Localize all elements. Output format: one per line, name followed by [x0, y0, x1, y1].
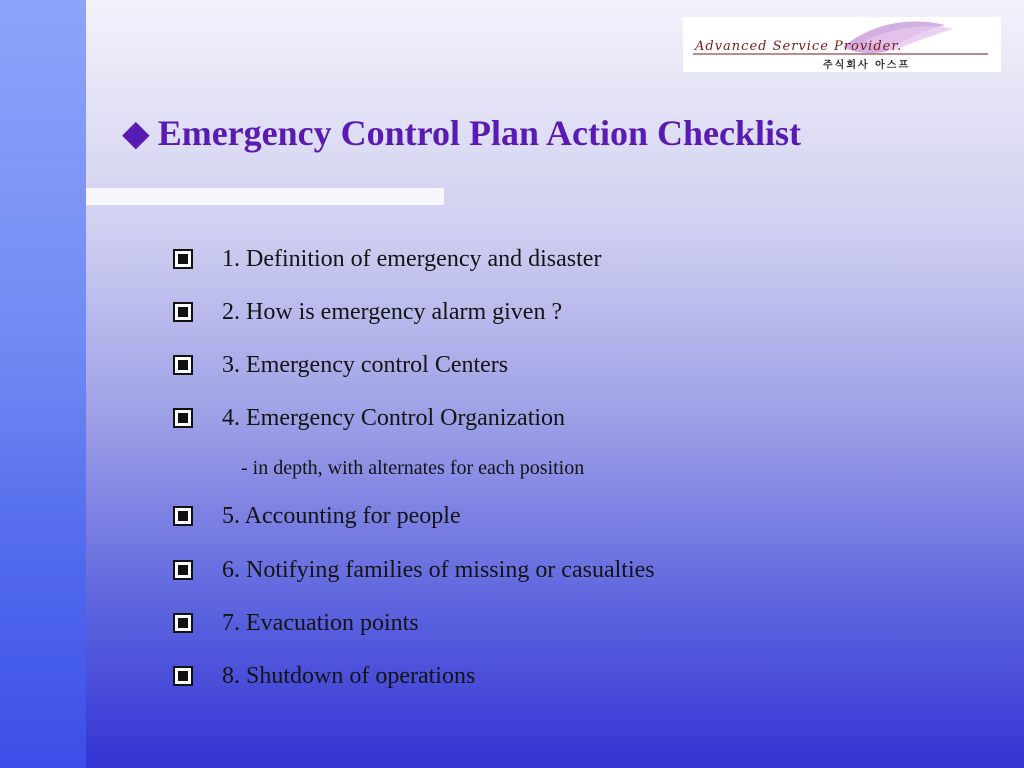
list-item-text: 8. Shutdown of operations	[222, 663, 476, 689]
list-item-text: 4. Emergency Control Organization	[222, 405, 566, 431]
diamond-icon: ◆	[122, 113, 150, 153]
square-bullet-icon	[173, 666, 193, 686]
page-title-text: Emergency Control Plan Action Checklist	[157, 113, 801, 153]
square-bullet-icon	[173, 302, 193, 322]
list-item-text: 3. Emergency control Centers	[222, 352, 509, 378]
square-bullet-icon	[173, 249, 193, 269]
square-bullet-icon	[173, 613, 193, 633]
sub-item-text: - in depth, with alternates for each position	[241, 457, 585, 479]
list-item-text: 6. Notifying families of missing or casualties	[222, 557, 655, 583]
company-logo	[683, 17, 1001, 72]
page-title	[122, 112, 801, 154]
square-bullet-icon	[173, 355, 193, 375]
list-item-text: 7. Evacuation points	[222, 610, 419, 636]
logo-korean-text: 주식회사 아스프	[823, 60, 911, 71]
accent-band	[86, 188, 444, 205]
square-bullet-icon	[173, 506, 193, 526]
list-item-text: 1. Definition of emergency and disaster	[222, 246, 602, 272]
list-item-text: 5. Accounting for people	[222, 503, 461, 529]
list-item-text: 2. How is emergency alarm given ?	[222, 299, 563, 325]
logo-text: Advanced Service Provider.	[695, 39, 903, 54]
side-bar	[0, 0, 86, 768]
square-bullet-icon	[173, 408, 193, 428]
square-bullet-icon	[173, 560, 193, 580]
